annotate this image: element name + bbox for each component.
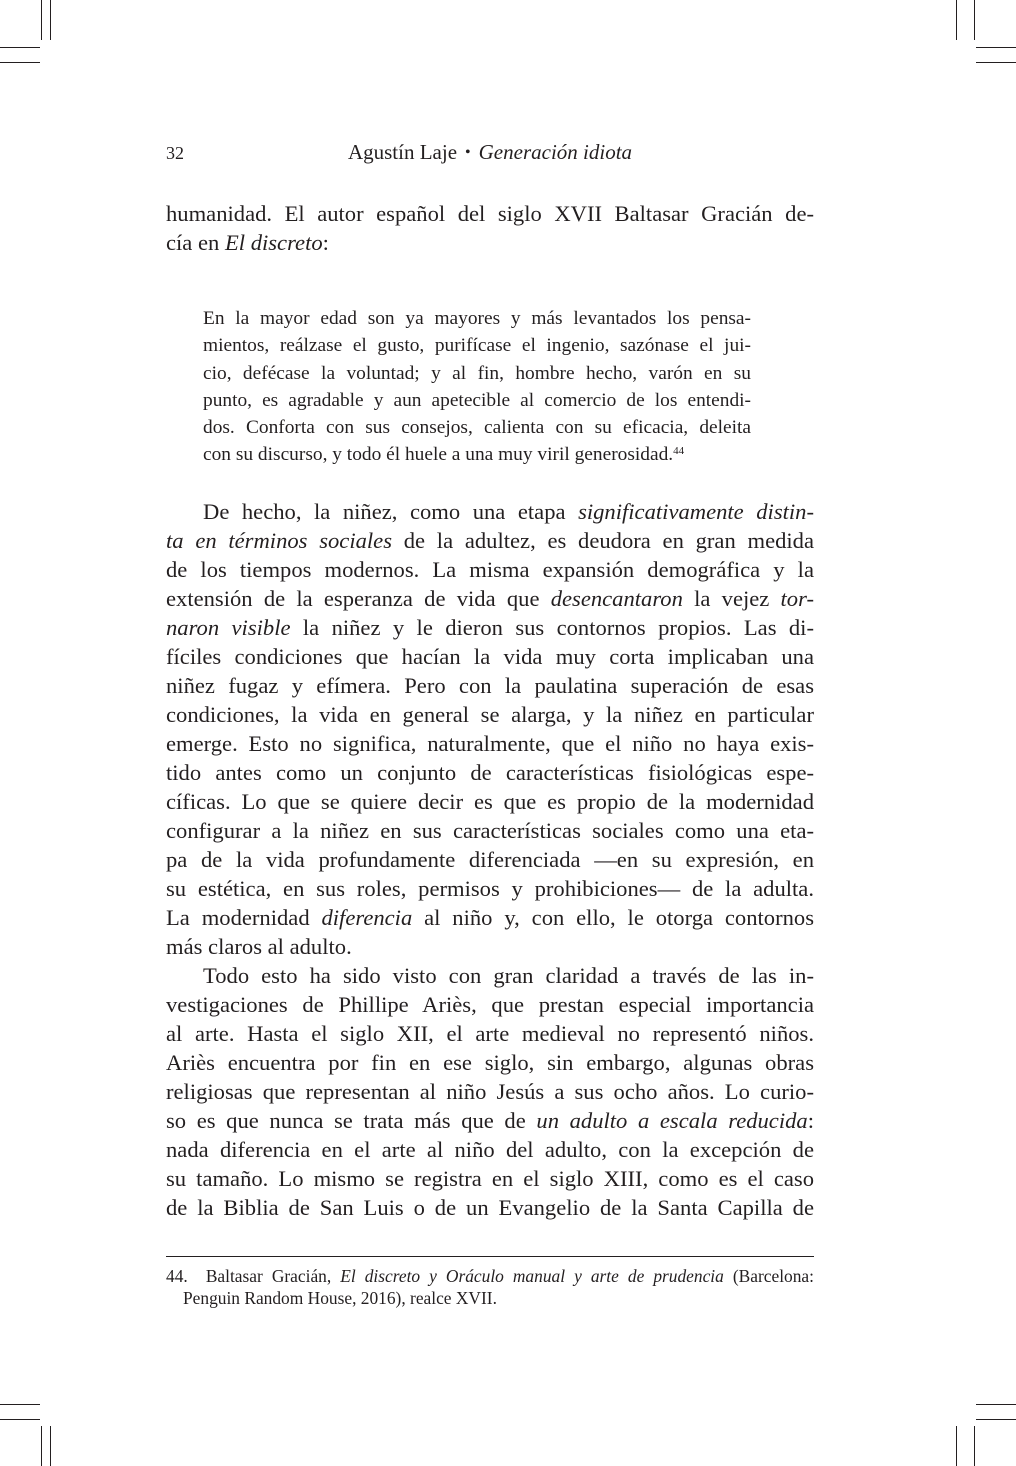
- header-author: Agustín Laje: [347, 140, 458, 164]
- text-line: Ariès encuentra por fin en ese siglo, sin embargo, algunas obras: [166, 1049, 814, 1075]
- emphasis: un adulto a escala reducida: [536, 1107, 808, 1133]
- text-line: [166, 1106, 814, 1135]
- intro-paragraph: [166, 199, 814, 257]
- text-run: de la adultez, es deudora en gran medida: [392, 527, 814, 553]
- emphasis: tor-: [780, 585, 814, 611]
- text-run: la niñez y le dieron sus contornos propios. Las di-: [290, 614, 814, 640]
- crop-mark: [41, 0, 42, 40]
- text-line: nada diferencia en el arte al niño del adulto, con la excepción de: [166, 1136, 814, 1162]
- text-line: configurar a la niñez en sus características sociales como una eta-: [166, 817, 814, 843]
- book-title-ref: El discreto y Oráculo manual y arte de prudencia: [340, 1266, 724, 1286]
- text-line: emerge. Esto no significa, naturalmente, que el niño no haya exis-: [166, 730, 814, 756]
- text-line: niñez fugaz y efímera. Pero con la paulatina superación de esas: [166, 672, 814, 698]
- crop-mark: [976, 1419, 1016, 1420]
- crop-mark: [976, 62, 1016, 63]
- text-line: religiosas que representan al niño Jesús a sus ocho años. Lo curio-: [166, 1078, 814, 1104]
- quote-line: cio, defécase la voluntad; y al fin, hombre hecho, varón en su: [203, 362, 751, 384]
- text-run: Baltasar Gracián,: [205, 1266, 341, 1286]
- crop-mark: [0, 1419, 40, 1420]
- book-title-ref: El discreto: [224, 230, 323, 255]
- text-run: extensión de la esperanza de vida que: [166, 585, 551, 611]
- text-run: al niño y, con ello, le otorga contornos: [412, 904, 814, 930]
- crop-mark: [41, 1426, 42, 1466]
- text-line: [166, 584, 814, 613]
- quote-line: En la mayor edad son ya mayores y más levantados los pensa-: [203, 308, 751, 329]
- emphasis: naron visible: [166, 614, 291, 640]
- text-block: [166, 199, 814, 1222]
- footnote-number: 44.: [166, 1266, 188, 1286]
- text-line: su estética, en sus roles, permisos y prohibiciones— de la adulta.: [166, 875, 814, 901]
- quote-line: [203, 441, 751, 468]
- crop-mark: [956, 0, 957, 40]
- crop-mark: [50, 1426, 51, 1466]
- text-line: [166, 526, 814, 555]
- text-line: cíficas. Lo que se quiere decir es que es propio de la modernidad: [166, 788, 814, 814]
- footnote-line: Penguin Random House, 2016), realce XVII.: [183, 1288, 497, 1308]
- emphasis: diferencia: [321, 904, 413, 930]
- paragraph: [166, 961, 814, 1222]
- emphasis: significativamente distin-: [578, 498, 814, 524]
- paragraph: [166, 497, 814, 961]
- text-line: al arte. Hasta el siglo XII, el arte medieval no representó niños.: [166, 1020, 814, 1046]
- text-line: fíciles condiciones que hacían la vida muy corta implicaban una: [166, 643, 814, 669]
- emphasis: ta en términos sociales: [166, 527, 392, 553]
- text-run: :: [322, 230, 329, 255]
- text-run: so es que nunca se trata más que de: [166, 1107, 537, 1133]
- crop-mark: [976, 47, 1016, 48]
- text-line: Todo esto ha sido visto con gran claridad a través de las in-: [203, 962, 814, 988]
- crop-mark: [0, 62, 40, 63]
- quote-line: mientos, reálzase el gusto, purifícase el ingenio, sazónase el jui-: [203, 335, 751, 357]
- text-run: (Barcelona:: [723, 1266, 814, 1286]
- footnote-rule: [166, 1256, 814, 1257]
- text-line: su tamaño. Lo mismo se registra en el siglo XIII, como es el caso: [166, 1165, 814, 1191]
- text-run: la vejez: [682, 585, 781, 611]
- text-line: más claros al adulto.: [166, 933, 352, 959]
- text-line: [166, 903, 814, 932]
- quote-line: dos. Conforta con sus consejos, calienta con su eficacia, deleita: [203, 417, 751, 439]
- footnote-line: [166, 1265, 814, 1287]
- crop-mark: [974, 0, 975, 40]
- text-run: cía en: [166, 230, 225, 255]
- block-quote: [203, 305, 751, 469]
- text-run: con su discurso, y todo él huele a una muy viril generosidad.: [203, 444, 674, 466]
- text-run: :: [807, 1107, 814, 1133]
- quote-line: punto, es agradable y aun apetecible al comercio de los entendi-: [203, 389, 751, 411]
- header-book-title: Generación idiota: [478, 140, 633, 164]
- crop-mark: [976, 1404, 1016, 1405]
- page-number: 32: [166, 143, 184, 163]
- text-line: [166, 497, 814, 526]
- header-separator: •: [465, 144, 471, 161]
- text-run: La modernidad: [166, 904, 322, 930]
- emphasis: desencantaron: [550, 585, 683, 611]
- crop-mark: [974, 1426, 975, 1466]
- text-line: [166, 613, 814, 642]
- text-line: humanidad. El autor español del siglo XVII Baltasar Gracián de-: [166, 201, 814, 226]
- text-line: de la Biblia de San Luis o de un Evangelio de la Santa Capilla de: [166, 1194, 814, 1220]
- text-line: [166, 228, 814, 257]
- footnote: [166, 1265, 814, 1309]
- crop-mark: [0, 47, 40, 48]
- crop-mark: [0, 1404, 40, 1405]
- text-line: condiciones, la vida en general se alarga, y la niñez en particular: [166, 701, 814, 727]
- crop-mark: [50, 0, 51, 40]
- text-line: tido antes como un conjunto de características fisiológicas espe-: [166, 759, 814, 785]
- running-header: [166, 140, 814, 165]
- crop-mark: [956, 1426, 957, 1466]
- text-run: De hecho, la niñez, como una etapa: [203, 498, 579, 524]
- text-line: vestigaciones de Phillipe Ariès, que prestan especial importancia: [166, 991, 814, 1017]
- text-line: de los tiempos modernos. La misma expansión demográfica y la: [166, 556, 814, 582]
- text-line: pa de la vida profundamente diferenciada —en su expresión, en: [166, 846, 814, 872]
- footnote-reference[interactable]: 44: [673, 445, 685, 458]
